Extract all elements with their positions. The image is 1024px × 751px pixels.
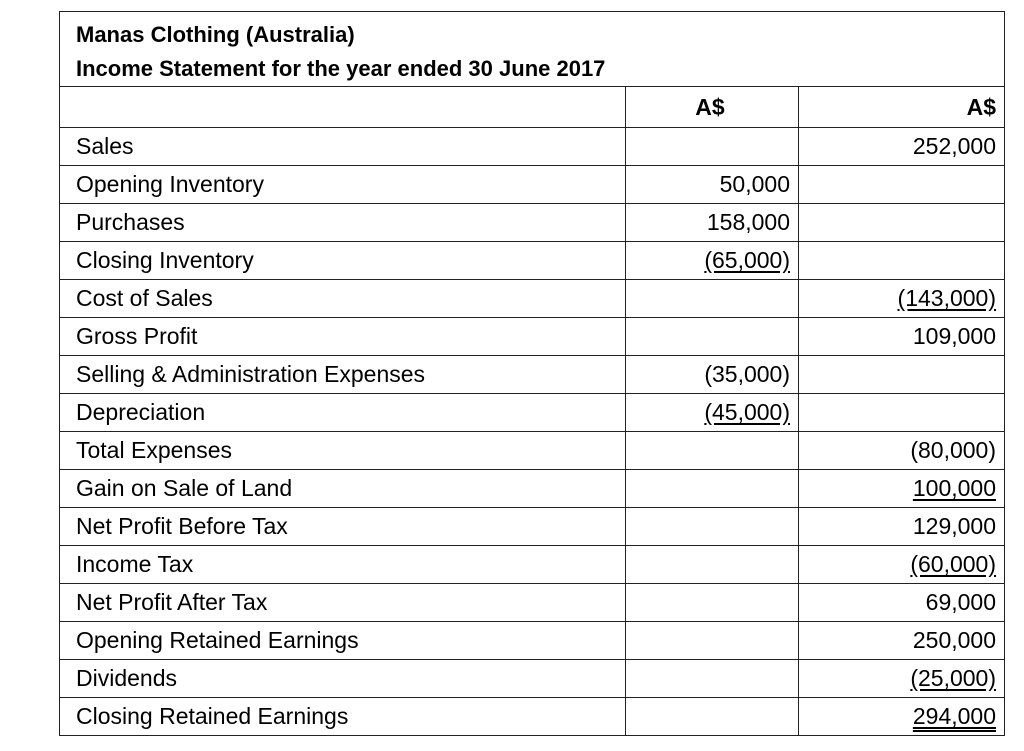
row-label: Closing Retained Earnings bbox=[60, 698, 626, 736]
row-value-col2 bbox=[799, 128, 1005, 166]
table-row bbox=[60, 318, 1005, 356]
row-value-col1 bbox=[626, 356, 799, 394]
value-text: (80,000) bbox=[910, 437, 997, 463]
row-value-col2 bbox=[799, 698, 1005, 736]
value-text: (65,000) bbox=[704, 247, 790, 273]
row-value-col1 bbox=[626, 204, 799, 242]
table-row bbox=[60, 546, 1005, 584]
row-value-col1 bbox=[626, 698, 799, 736]
row-value-col1 bbox=[626, 584, 799, 622]
row-label: Net Profit Before Tax bbox=[60, 508, 626, 546]
table-row bbox=[60, 128, 1005, 166]
row-value-col2 bbox=[799, 660, 1005, 698]
value-text: 69,000 bbox=[925, 589, 997, 615]
row-value-col1 bbox=[626, 508, 799, 546]
table-row bbox=[60, 622, 1005, 660]
value-text: 109,000 bbox=[912, 323, 997, 349]
row-value-col2 bbox=[799, 242, 1005, 280]
row-label: Gross Profit bbox=[60, 318, 626, 356]
value-text: (143,000) bbox=[897, 285, 997, 311]
row-value-col1 bbox=[626, 166, 799, 204]
income-statement-table bbox=[59, 11, 1005, 736]
row-label: Closing Inventory bbox=[60, 242, 626, 280]
table-row bbox=[60, 470, 1005, 508]
value-text: 294,000 bbox=[912, 703, 997, 729]
row-value-col2 bbox=[799, 622, 1005, 660]
value-text: 250,000 bbox=[912, 627, 997, 653]
row-value-col2 bbox=[799, 204, 1005, 242]
column-header-row bbox=[60, 87, 1005, 128]
table-row bbox=[60, 356, 1005, 394]
table-row bbox=[60, 698, 1005, 736]
row-label: Gain on Sale of Land bbox=[60, 470, 626, 508]
row-value-col1 bbox=[626, 660, 799, 698]
column-header-label bbox=[60, 87, 626, 128]
value-text: (35,000) bbox=[704, 361, 790, 387]
value-text: 252,000 bbox=[912, 133, 997, 159]
title-cell bbox=[60, 12, 1005, 87]
row-value-col2 bbox=[799, 166, 1005, 204]
table-row bbox=[60, 166, 1005, 204]
table-row bbox=[60, 584, 1005, 622]
row-value-col1 bbox=[626, 318, 799, 356]
row-value-col2 bbox=[799, 508, 1005, 546]
row-label: Opening Retained Earnings bbox=[60, 622, 626, 660]
row-value-col1 bbox=[626, 394, 799, 432]
row-value-col2 bbox=[799, 356, 1005, 394]
row-value-col1 bbox=[626, 470, 799, 508]
row-label: Cost of Sales bbox=[60, 280, 626, 318]
row-label: Income Tax bbox=[60, 546, 626, 584]
row-value-col2 bbox=[799, 546, 1005, 584]
row-value-col2 bbox=[799, 280, 1005, 318]
table-row bbox=[60, 508, 1005, 546]
value-text: 100,000 bbox=[912, 475, 997, 501]
row-value-col2 bbox=[799, 394, 1005, 432]
value-text: 158,000 bbox=[706, 209, 790, 235]
row-value-col1 bbox=[626, 432, 799, 470]
row-value-col1 bbox=[626, 546, 799, 584]
table-row bbox=[60, 394, 1005, 432]
row-label: Net Profit After Tax bbox=[60, 584, 626, 622]
row-value-col2 bbox=[799, 584, 1005, 622]
row-label: Selling & Administration Expenses bbox=[60, 356, 626, 394]
row-value-col2 bbox=[799, 432, 1005, 470]
row-value-col1 bbox=[626, 128, 799, 166]
title-row bbox=[60, 12, 1005, 87]
row-value-col1 bbox=[626, 280, 799, 318]
statement-title: Income Statement for the year ended 30 June 2017 bbox=[76, 56, 606, 81]
row-label: Sales bbox=[60, 128, 626, 166]
column-header-a: A$ bbox=[626, 87, 799, 128]
value-text: (25,000) bbox=[910, 665, 997, 691]
row-value-col1 bbox=[626, 242, 799, 280]
value-text: 129,000 bbox=[912, 513, 997, 539]
company-name: Manas Clothing (Australia) bbox=[76, 22, 355, 47]
value-text: 50,000 bbox=[719, 171, 790, 197]
row-value-col1 bbox=[626, 622, 799, 660]
row-value-col2 bbox=[799, 318, 1005, 356]
row-label: Depreciation bbox=[60, 394, 626, 432]
row-label: Dividends bbox=[60, 660, 626, 698]
value-text: (45,000) bbox=[704, 399, 790, 425]
table-row bbox=[60, 432, 1005, 470]
table-row bbox=[60, 204, 1005, 242]
table-row bbox=[60, 280, 1005, 318]
column-header-b: A$ bbox=[799, 87, 1005, 128]
table-row bbox=[60, 242, 1005, 280]
row-label: Total Expenses bbox=[60, 432, 626, 470]
row-label: Purchases bbox=[60, 204, 626, 242]
row-value-col2 bbox=[799, 470, 1005, 508]
row-label: Opening Inventory bbox=[60, 166, 626, 204]
value-text: (60,000) bbox=[910, 551, 997, 577]
statement-rows bbox=[60, 128, 1005, 736]
table-row bbox=[60, 660, 1005, 698]
